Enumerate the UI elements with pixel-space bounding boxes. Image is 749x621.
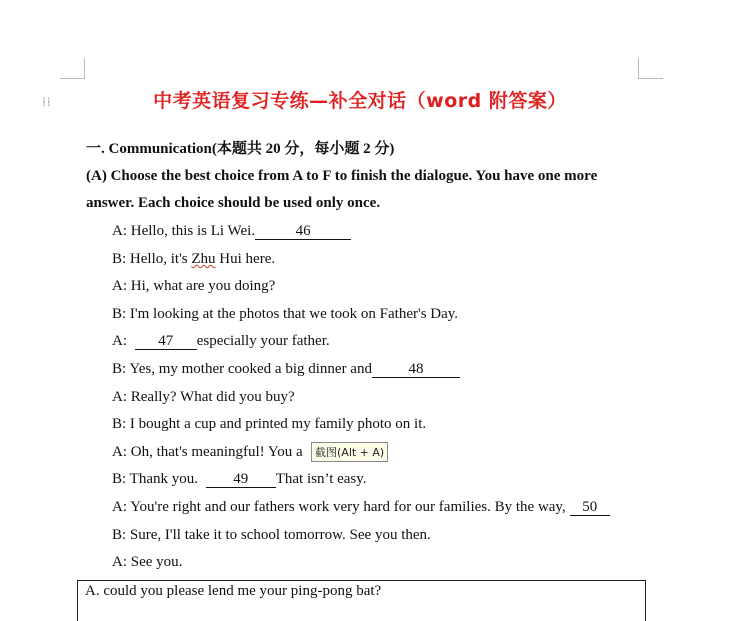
dialogue-text: B: Yes, my mother cooked a big dinner and [112,361,372,377]
section-heading: 一. Communication(本题共 20 分，每小题 2 分) [86,141,395,157]
dialogue-line [112,333,330,350]
dialogue-text: A: [112,333,131,349]
instruction-line-2: answer. Each choice should be used only once. [86,195,381,211]
table-move-handle-icon[interactable]: ⁞⁞ [42,95,52,109]
document-title: 中考英语复习专练—补全对话（word 附答案） [153,90,567,112]
dialogue-line: A: Hi, what are you doing? [112,278,276,294]
dialogue-text: B: Hello, it's [112,251,192,267]
dialogue-line: A: Really? What did you buy? [112,389,295,405]
page-corner-mark-right [638,58,663,79]
answer-blank-46: 46 [255,224,351,240]
option-a: A. could you please lend me your ping-pong bat? [85,583,382,599]
dialogue-text: A: Hello, this is Li Wei. [112,223,256,239]
dialogue-text: A: You're right and our fathers work very hard for our families. By the way, [112,499,566,515]
screenshot-tooltip: 截图(Alt + A) [311,442,388,462]
answer-blank-47: 47 [135,334,197,350]
page-corner-mark-left [60,58,85,79]
dialogue-text: especially your father. [196,333,330,349]
answer-blank-48: 48 [372,362,460,378]
dialogue-line: B: I bought a cup and printed my family photo on it. [112,416,427,432]
answer-blank-49: 49 [206,472,276,488]
dialogue-line [112,361,460,378]
dialogue-line: B: I'm looking at the photos that we took on Father's Day. [112,306,459,322]
dialogue-line [112,499,610,516]
dialogue-text: Hui here. [215,251,276,267]
answer-blank-50: 50 [570,500,610,516]
dialogue-line: A: See you. [112,554,183,570]
instruction-line-1: (A) Choose the best choice from A to F to finish the dialogue. You have one more [86,168,598,184]
options-table [77,580,646,621]
spellcheck-marked-word[interactable]: Zhu [191,251,216,267]
dialogue-text: B: Thank you. [112,471,202,487]
dialogue-line: B: Sure, I'll take it to school tomorrow. See you then. [112,527,431,543]
dialogue-line: A: Oh, that's meaningful! You a [112,444,303,460]
dialogue-line [112,223,351,240]
dialogue-line [112,251,275,268]
dialogue-line [112,471,367,488]
dialogue-text: That isn’t easy. [275,471,367,487]
